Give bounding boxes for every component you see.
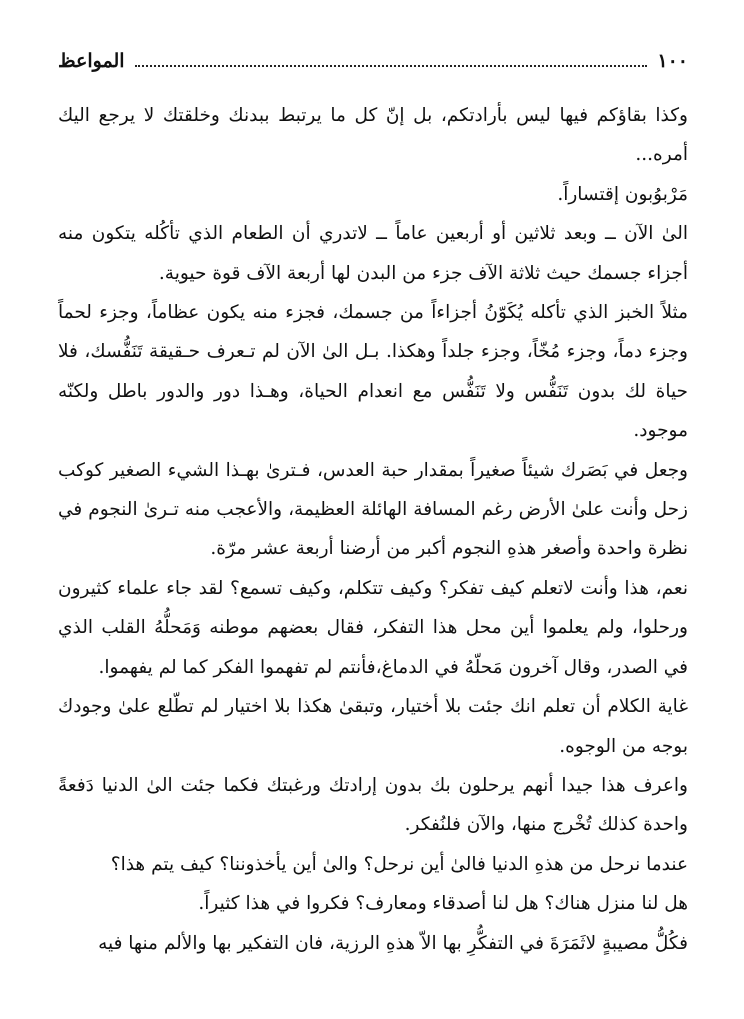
paragraph: مثلاً الخبز الذي تأكله يُكَوّنُ أجزاءاً من جسمك، فجزء منه يكون عظاماً، وجزء لحماً وجزء دماً، وجزء مُخّاً، وجزء جلداً وهكذا. بـل الىٰ الآن لم تـعرف حـقيقة تَنَفُّسك، فلا حياة لك بدون تَنَفُّس ولا تَنَفُّس مع انعدام الحياة، وهـذا دور والدور باطل ولكنّه موجود. xyxy=(58,302,688,442)
paragraph: نعم، هذا وأنت لاتعلم كيف تفكر؟ وكيف تتكلم، وكيف تسمع؟ لقد جاء علماء كثيرون ورحلوا، ولم يعلموا أين محل هذا التفكر، فقال بعضهم موطنه وَمَحلُّهُ القلب الذي في الصدر، وقال آخرون مَحلّهُ في الدماغ،فأنتم لم تفهموا الفكر كما لم يفهموا. xyxy=(58,577,688,678)
paragraph: وكذا بقاؤكم فيها ليس بأرادتكم، بل إنّ كل ما يرتبط ببدنك وخلقتك لا يرجع اليك أمره... xyxy=(58,105,688,166)
running-title: المواعظ xyxy=(58,50,125,72)
paragraph: مَرْبوُبون إقتساراً. xyxy=(557,183,688,205)
paragraph: هل لنا منزل هناك؟ هل لنا أصدقاء ومعارف؟ فكروا في هذا كثيراً. xyxy=(198,893,688,915)
paragraph: واعرف هذا جيدا أنهم يرحلون بك بدون إرادتك ورغبتك فكما جئت الىٰ الدنيا دَفعةً واحدة كذلك تُخْرج منها، والآن فلنُفكر. xyxy=(58,774,688,836)
paragraph: عندما نرحل من هذهِ الدنيا فالىٰ أين نرحل؟ والىٰ أين يأخذوننا؟ كيف يتم هذا؟ xyxy=(110,853,688,875)
paragraph: فكُلُّ مصيبةٍ لاثَمَرَةَ في التفكُّرِ بها الاّ هذهِ الرزية، فان التفكير بها والألم منها فيه xyxy=(98,932,688,954)
page-number: ١٠٠ xyxy=(657,50,688,72)
paragraph: وجعل في بَصَرك شيئاً صغيراً بمقدار حبة العدس، فـترىٰ بهـذا الشيء الصغير كوكب زحل وأنت علىٰ الأرض رغم المسافة الهائلة العظيمة، والأعجب منه تـرىٰ النجوم في نظرة واحدة وأصغر هذهِ النجوم أكبر من أرضنا أربعة عشر مرّة. xyxy=(58,459,688,560)
paragraph: الىٰ الآن ــ وبعد ثلاثين أو أربعين عاماً ــ لاتدري أن الطعام الذي تأكُله يتكون منه أجزاء جسمك حيث ثلاثة الآف جزء من البدن لها أربعة الآف قوة حيوية. xyxy=(58,223,688,284)
page-header xyxy=(58,50,688,84)
header-dot-leader xyxy=(135,53,648,67)
paragraph: غاية الكلام أن تعلم انك جئت بلا أختيار، وتبقىٰ هكذا بلا اختيار لم تطّلع علىٰ وجودك بوجه من الوجوه. xyxy=(58,696,688,757)
body-text xyxy=(58,96,688,963)
